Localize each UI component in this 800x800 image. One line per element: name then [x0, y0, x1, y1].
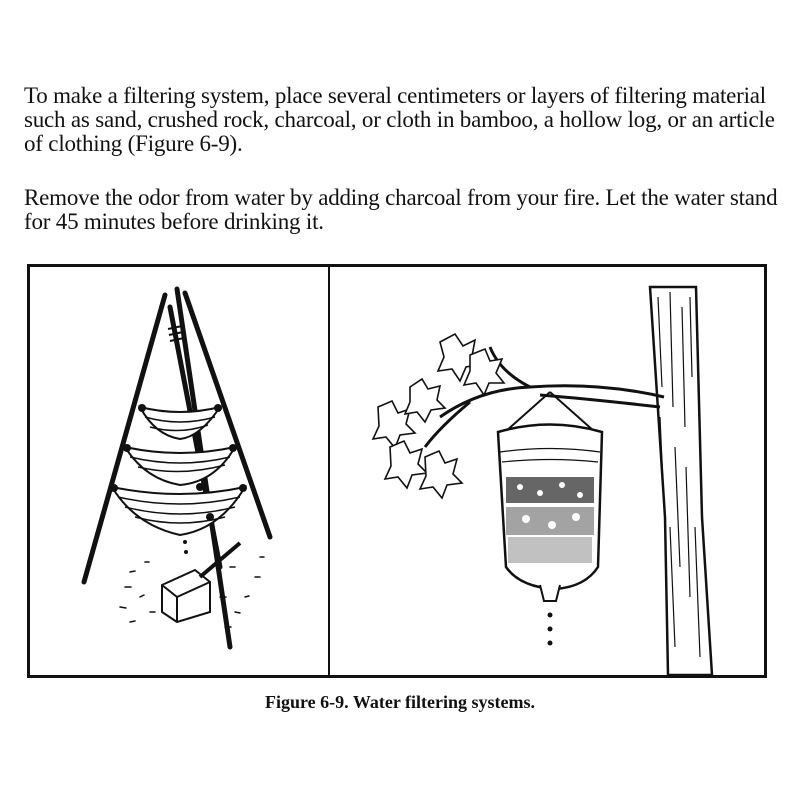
hanging-bag-filter-illustration — [330, 267, 764, 675]
body-paragraph-odor: Remove the odor from water by adding charcoal from your fire. Let the water stand for 45 minutes before drinking it. — [24, 185, 778, 234]
tripod-filter-illustration — [30, 267, 328, 675]
figure-caption: Figure 6-9. Water filtering systems. — [265, 692, 535, 712]
body-paragraph-filtering: To make a filtering system, place several centimeters or layers of filtering material such as sand, crushed rock, charcoal, or cloth in bamboo, a hollow log, or an article of clothing (Figure 6-9). — [24, 83, 775, 156]
